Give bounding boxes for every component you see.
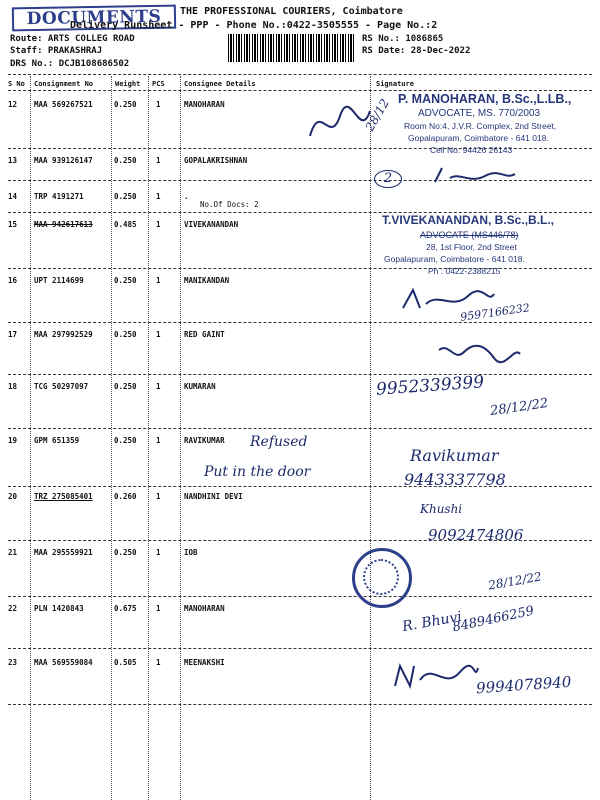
row-consignee: RED GAINT: [184, 330, 225, 339]
stamp-vivekanandan-address1: 28, 1st Floor, 2nd Street: [426, 242, 517, 252]
row-sno: 12: [8, 100, 18, 109]
row-weight: 0.260: [114, 492, 137, 501]
row-weight: 0.250: [114, 548, 137, 557]
row-pcs: 1: [156, 192, 161, 201]
row-consignee: KUMARAN: [184, 382, 216, 391]
stamp-manoharan-title: ADVOCATE, MS. 770/2003: [418, 108, 541, 119]
signature-row-12: [300, 96, 410, 152]
handwritten-circle-row-13: 2: [374, 170, 402, 188]
row-divider: [8, 268, 592, 269]
row-weight: 0.250: [114, 330, 137, 339]
row-consignee: MANIKANDAN: [184, 276, 230, 285]
row-pcs: 1: [156, 100, 161, 109]
row-consignee: VIVEKANANDAN: [184, 220, 239, 229]
row-consignment: TRZ 275085401: [34, 492, 93, 501]
row-pcs: 1: [156, 382, 161, 391]
row-weight: 0.485: [114, 220, 137, 229]
col-consignee: Consignee Details: [184, 80, 256, 88]
col-pcs: PCS: [152, 80, 165, 88]
rs-date: RS Date: 28-Dec-2022: [362, 46, 471, 56]
row-consignment: MAA 569267521: [34, 100, 93, 109]
row-pcs: 1: [156, 156, 161, 165]
row-divider: [8, 704, 592, 705]
signature-row-22: R. Bhuvi: [401, 608, 464, 636]
row-consignee: IOB: [184, 548, 198, 557]
row-consignment: GPM 651359: [34, 436, 80, 445]
row-pcs: 1: [156, 220, 161, 229]
col-weight: Weight: [115, 80, 141, 88]
handwritten-phone-row-18: 9952339399: [375, 372, 485, 400]
table-row: [0, 272, 600, 328]
row-consignment: MAA 942617613: [34, 220, 93, 229]
barcode: [228, 34, 356, 62]
table-row: [0, 544, 600, 600]
row-consignee: RAVIKUMAR: [184, 436, 225, 445]
row-consignment: MAA 939126147: [34, 156, 93, 165]
stamp-manoharan-name: P. MANOHARAN, B.Sc.,L.LB.,: [398, 92, 572, 106]
row-consignment: TCG 50297097: [34, 382, 89, 391]
row-pcs: 1: [156, 436, 161, 445]
row-sno: 19: [8, 436, 18, 445]
row-weight: 0.505: [114, 658, 137, 667]
company-title: THE PROFESSIONAL COURIERS, Coimbatore: [180, 6, 403, 17]
runsheet-subtitle: Delivery Runsheet - PPP - Phone No.:0422-3505555 - Page No.:2: [70, 20, 438, 31]
row-sno: 14: [8, 192, 18, 201]
handwritten-date-row-18: 28/12/22: [489, 396, 550, 419]
route-label: Route: ARTS COLLEG ROAD: [10, 34, 135, 44]
row-divider: [8, 322, 592, 323]
row-sno: 17: [8, 330, 18, 339]
col-signature: Signature: [376, 80, 414, 88]
handwritten-date-row-21: 28/12/22: [487, 569, 543, 593]
bank-seal: [352, 548, 412, 608]
row-pcs: 1: [156, 276, 161, 285]
row-divider: [8, 374, 592, 375]
row-weight: 0.250: [114, 192, 137, 201]
row-weight: 0.250: [114, 436, 137, 445]
row-weight: 0.250: [114, 276, 137, 285]
stamp-manoharan-phone: Cell No: 94426 26143: [430, 145, 513, 155]
documents-stamp: DOCUMENTS: [12, 5, 176, 32]
column-header-divider: [8, 90, 592, 91]
row-divider: [8, 596, 592, 597]
row-sno: 18: [8, 382, 18, 391]
row-divider: [8, 428, 592, 429]
row-weight: 0.675: [114, 604, 137, 613]
row-consignment: UPT 2114699: [34, 276, 84, 285]
row-consignee: GOPALAKRISHNAN: [184, 156, 248, 165]
handwritten-phone-row-20: 9092474806: [428, 526, 524, 544]
row-consignee: MANOHARAN: [184, 100, 225, 109]
row-weight: 0.250: [114, 382, 137, 391]
col-sno: S No: [8, 80, 25, 88]
row-sno: 15: [8, 220, 18, 229]
signature-row-20: Khushi: [420, 502, 463, 516]
row-weight: 0.250: [114, 100, 137, 109]
handwritten-note-refused: Refused: [250, 434, 308, 450]
row-consignee: .: [184, 192, 189, 201]
row-consignment: MAA 297992529: [34, 330, 93, 339]
signature-row-23: [390, 660, 480, 694]
row-consignee: MANOHARAN: [184, 604, 225, 613]
signature-row-17: [434, 340, 524, 366]
rs-number: RS No.: 1086865: [362, 34, 444, 44]
stamp-manoharan-address2: Gopalapuram, Coimbatore - 641 018.: [408, 133, 549, 143]
row-consignment: TRP 4191271: [34, 192, 84, 201]
row-weight: 0.250: [114, 156, 137, 165]
row-sno: 16: [8, 276, 18, 285]
handwritten-note-door: Put in the door: [204, 464, 311, 480]
row-divider: [8, 648, 592, 649]
stamp-manoharan-address1: Room No:4, J.V.R. Complex, 2nd Street,: [404, 121, 557, 131]
row-consignment: PLN 1420843: [34, 604, 84, 613]
stamp-vivekanandan-phone: Ph : 0422-2388215: [428, 266, 501, 276]
row-pcs: 1: [156, 604, 161, 613]
header-divider: [8, 74, 592, 75]
row-pcs: 1: [156, 548, 161, 557]
row-consignee: MEENAKSHI: [184, 658, 225, 667]
staff-label: Staff: PRAKASHRAJ: [10, 46, 103, 56]
col-consignment: Consignment No: [34, 80, 94, 88]
row-pcs: 1: [156, 492, 161, 501]
handwritten-phone-row-16: 9597166232: [459, 301, 531, 324]
signature-row-13: [430, 164, 520, 188]
signature-row-19: Ravikumar: [410, 446, 499, 465]
row-sno: 23: [8, 658, 18, 667]
row-sno: 22: [8, 604, 18, 613]
drs-number: DRS No.: DCJB108686502: [10, 59, 130, 69]
row-consignee: NANDHINI DEVI: [184, 492, 243, 501]
row-consignment: MAA 295559921: [34, 548, 93, 557]
stamp-vivekanandan-title: ADVOCATE (MS446/78): [420, 230, 519, 240]
row-pcs: 1: [156, 330, 161, 339]
handwritten-date-row-12: 28/12: [362, 96, 393, 134]
handwritten-phone-row-23: 9994078940: [475, 672, 572, 698]
stamp-vivekanandan-address2: Gopalapuram, Coimbatore - 641 018.: [384, 254, 525, 264]
row-sno: 20: [8, 492, 18, 501]
stamp-vivekanandan-name: T.VIVEKANANDAN, B.Sc.,B.L.,: [382, 213, 555, 227]
row-pcs: 1: [156, 658, 161, 667]
handwritten-phone-row-22: 8489466259: [451, 603, 536, 636]
row-note: No.Of Docs: 2: [200, 200, 259, 209]
row-sno: 13: [8, 156, 18, 165]
handwritten-phone-row-19: 9443337798: [404, 470, 506, 489]
row-consignment: MAA 569559084: [34, 658, 93, 667]
row-sno: 21: [8, 548, 18, 557]
